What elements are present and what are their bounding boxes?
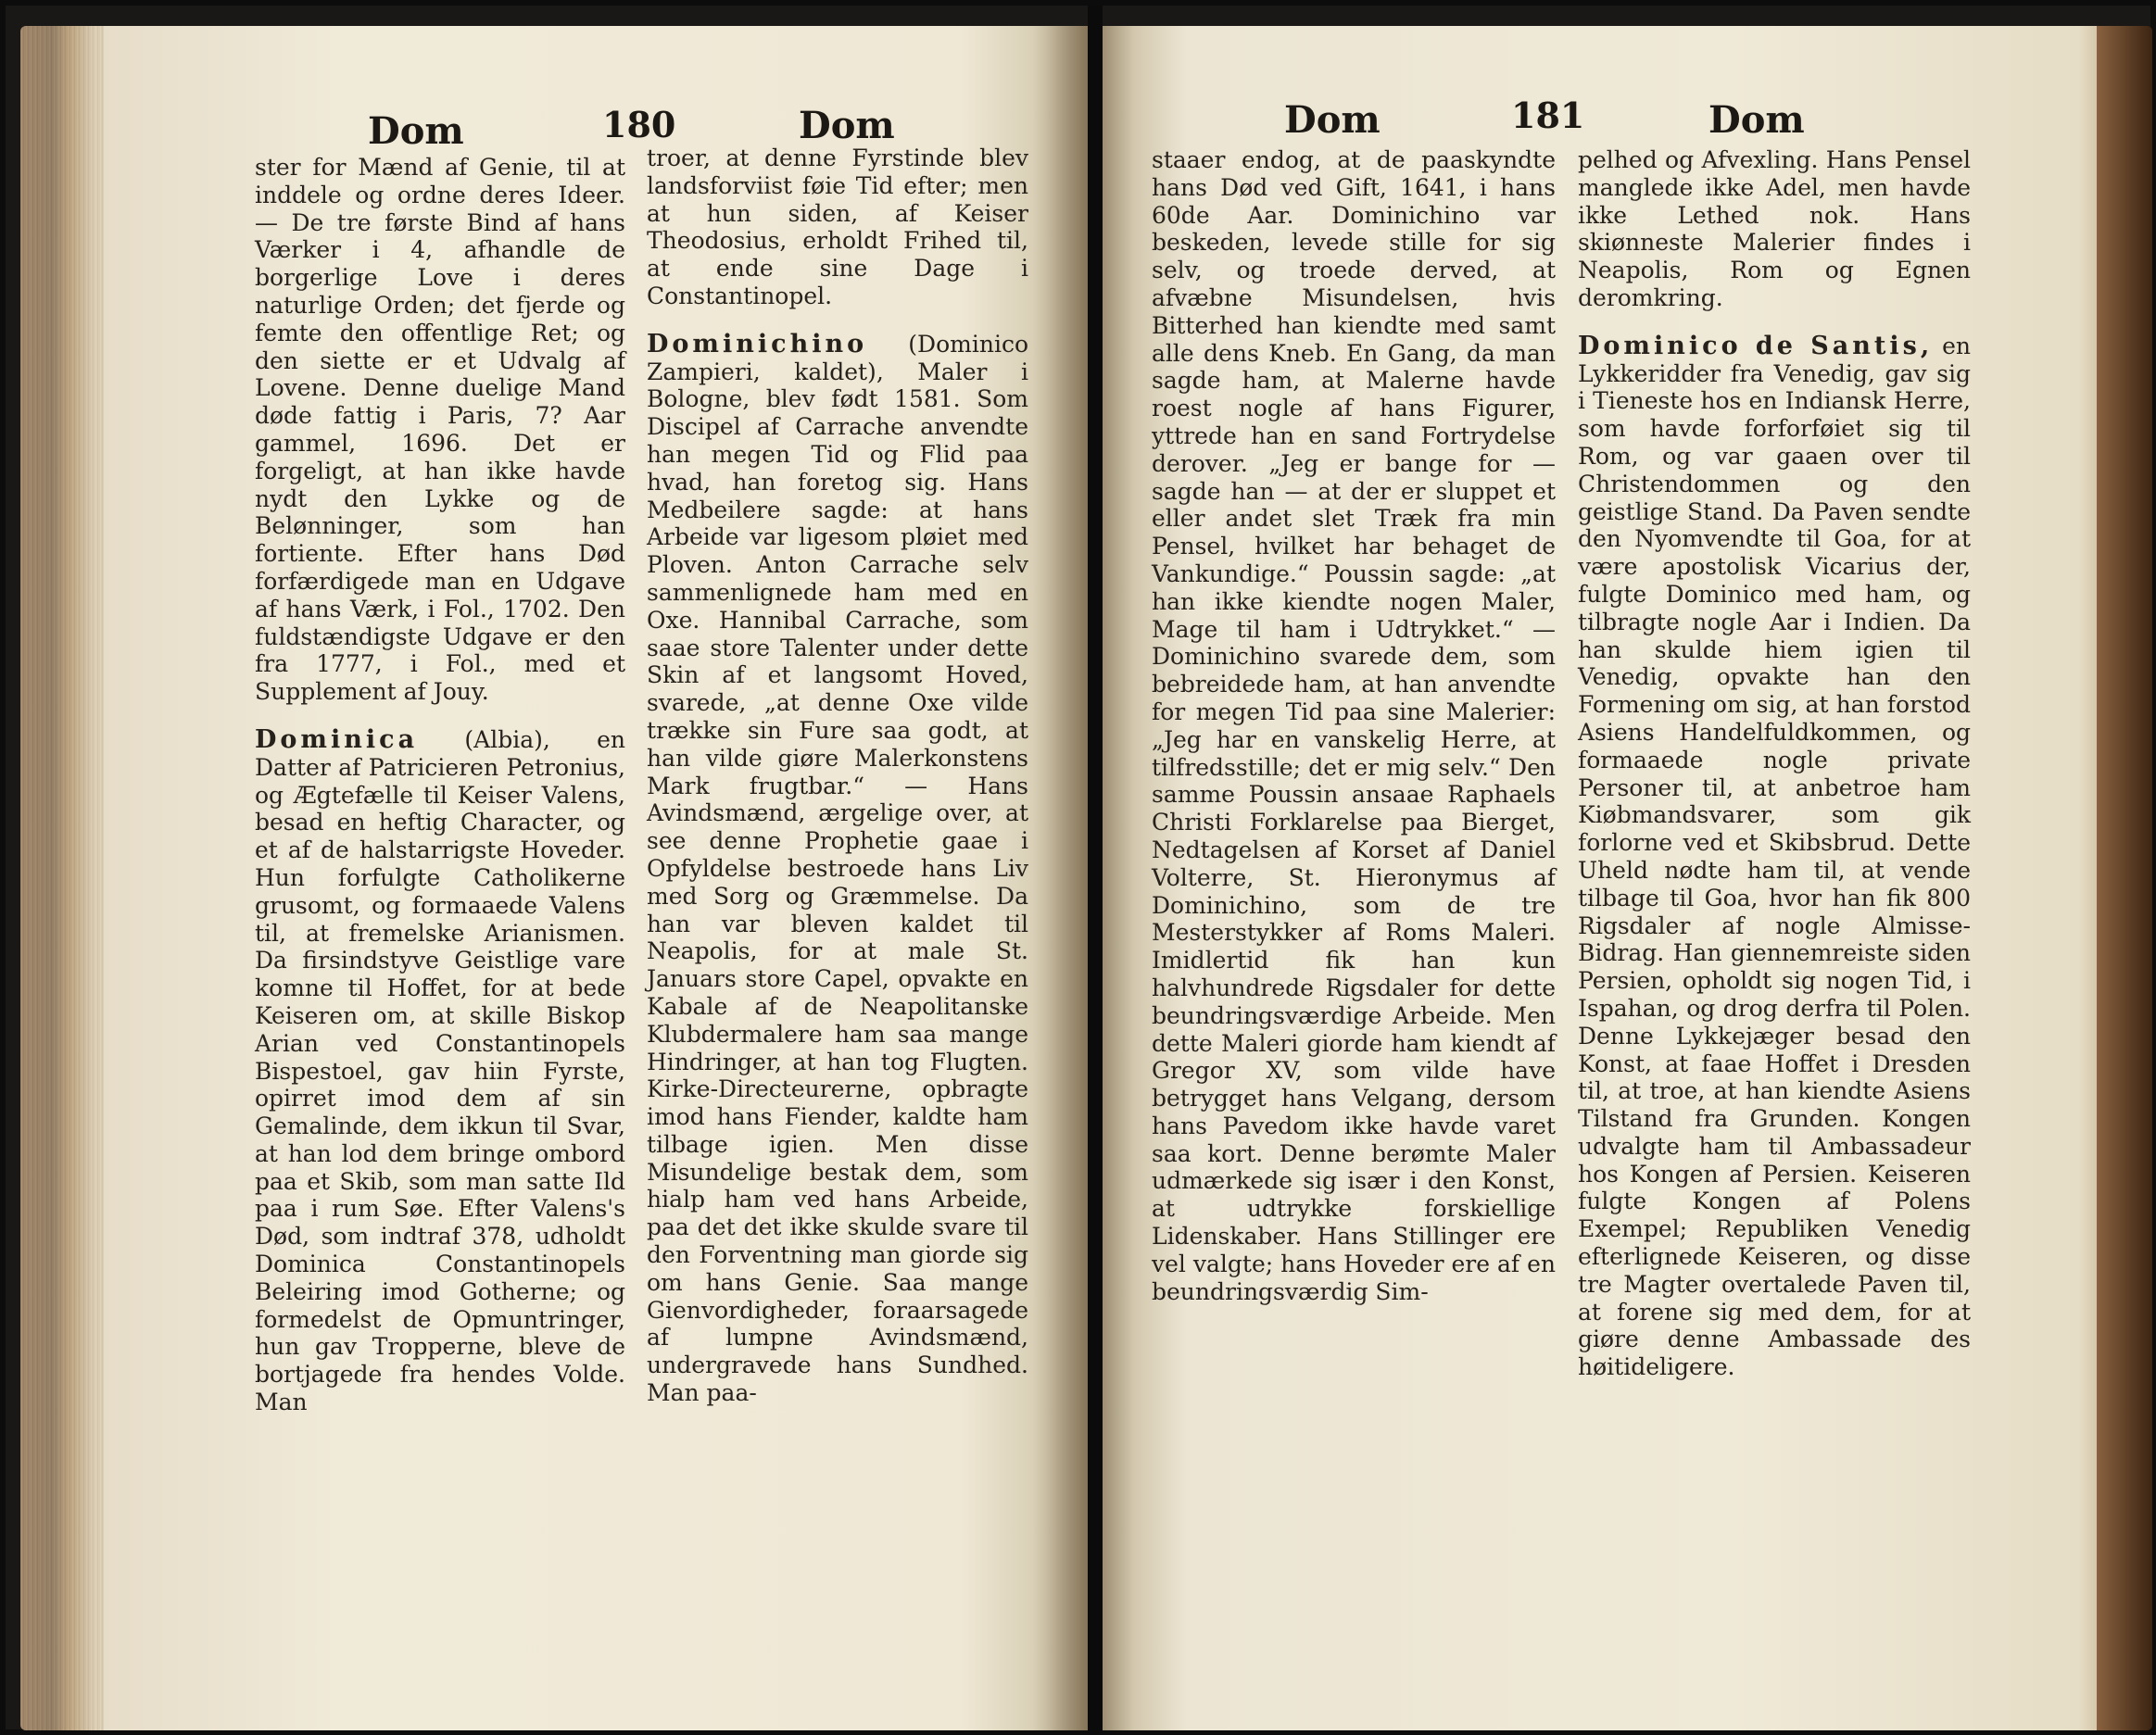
right-page (1103, 26, 2152, 1730)
continuation-text: pelhed og Afvexling. Hans Pensel manglede ikke Adel, men havde ikke Lethed nok. Hans skiønneste Malerier findes i Neapolis, Rom og Egnen deromkring. (1578, 146, 1971, 311)
entry-body: en Lykkeridder fra Venedig, gav sig i Tieneste hos en Indiansk Herre, som havde forforføiet sig til Rom, og var gaaen over til Christendommen og den geistlige Stand. Da Paven sendte den Nyomvendte til Goa, for at være apostolisk Vicarius der, fulgte Dominico med ham, og tilbragte nogle Aar i Indien. Da han skulde hiem igien til Venedig, opvakte han den Formening om sig, at han forstod Asiens Handelfuldkommen, og formaaede nogle private Personer til, at anbetroe ham Kiøbmandsvarer, som gik forlorne ved et Skibsbrud. Dette Uheld nødte ham til, at vende tilbage til Goa, hvor han fik 800 Rigsdaler af nogle Almisse-Bidrag. Han giennemreiste siden Persien, opholdt sig nogen Tid, i Ispahan, og drog derfra til Polen. Denne Lykkejæger besad den Konst, at faae Hoffet i Dresden til, at troe, at han kiendte Asiens Tilstand fra Grunden. Kongen udvalgte ham til Ambassadeur hos Kongen af Persien. Keiseren fulgte Kongen af Polens Exempel; Republiken Venedig efterlignede Keiseren, og disse tre Magter overtalede Paven til, at forene sig med dem, for at giøre denne Ambassade des høitideligere. (1578, 332, 1971, 1381)
continuation-text: staaer endog, at de paaskyndte hans Død ved Gift, 1641, i hans 60de Aar. Dominichino var beskeden, levede stille for sig selv, og troede derved, at afvæbne Misundelsen, hvis Bitterhed han kiendte med samt alle dens Kneb. En Gang, da man sagde ham, at Malerne havde roest nogle af hans Figurer, yttrede han en sand Fortrydelse derover. „Jeg er bange for — sagde han — at der er sluppet et eller andet slet Træk fra min Pensel, hvilket har behaget de Vankundige.“ Poussin sagde: „at han ikke kiendte nogen Maler, Mage til ham i Udtrykket.“ — Dominichino svarede dem, som bebreidede ham, at han anvendte for megen Tid paa sine Malerier: „Jeg har en vanskelig Herre, at tilfredsstille; det er mig selv.“ Den samme Poussin ansaae Raphaels Christi Forklarelse paa Bierget, Nedtagelsen af Korset af Daniel Volterre, St. Hieronymus af Dominichino, som de tre Mesterstykker af Roms Maleri. Imidlertid fik han kun halvhundrede Rigsdaler for dette beundringsværdige Arbeide. Men dette Maleri giorde ham kiendt af Gregor XV, som vilde have betrygget hans Velgang, dersom hans Pavedom ikke havde varet saa kort. Denne berømte Maler udmærkede sig især i den Konst, at udtrykke forskiellige Lidenskaber. Hans Stillinger ere vel valgte; hans Hoveder ere af en beundringsværdig Sim- (1152, 146, 1556, 1305)
scan-gutter (1088, 6, 1103, 1735)
running-head-right: Dom (799, 104, 895, 147)
text-column-2 (647, 145, 1028, 1407)
running-head-right: Dom (1708, 98, 1805, 142)
cover-edge (2097, 26, 2152, 1730)
entry-headword: Dominichino (647, 329, 868, 358)
left-page (20, 26, 1088, 1730)
entry-headword: Dominica (255, 724, 419, 754)
entry (647, 331, 1028, 1407)
continuation-text: ster for Mænd af Genie, til at inddele og ordne deres Ideer. — De tre første Bind af hans Værker i 4, afhandle de borgerlige Love i deres naturlige Orden; det fjerde og femte den offentlige Ret; og den siette er et Udvalg af Lovene. Denne duelige Mand døde fattig i Paris, 7? Aar gammel, 1696. Det er forgeligt, at han ikke havde nydt den Lykke og de Belønninger, som han fortiente. Efter hans Død forfærdigede man en Udgave af hans Værk, i Fol., 1702. Den fuldstændigste Udgave er den fra 1777, i Fol., med et Supplement af Jouy. (255, 154, 625, 706)
entry-headword: Dominico de Santis, (1578, 331, 1934, 360)
entry (255, 726, 625, 1416)
spine-shadow (1032, 26, 1088, 1730)
page-edge-stack (20, 26, 104, 1730)
text-column-1 (255, 154, 625, 1416)
page-number: 181 (1511, 94, 1585, 136)
entry-body: (Albia), en Datter af Patricieren Petronius, og Ægtefælle til Keiser Valens, besad en heftig Character, og et af de halstarrigste Hoveder. Hun forfulgte Catholikerne grusomt, og formaaede Valens til, at fremelske Arianismen. Da firsindstyve Geistlige vare komne til Hoffet, for at bede Keiseren om, at skille Biskop Arian ved Constantinopels Bispestoel, gav hiin Fyrste, opirret imod dem af sin Gemalinde, dem ikkun til Svar, at han lod dem bringe ombord paa et Skib, som man satte Ild paa i rum Søe. Efter Valens's Død, som indtraf 378, udholdt Dominica Constantinopels Beleiring imod Gotherne; og formedelst de Opmuntringer, hun gav Tropperne, bleve de bortjagede fra hendes Volde. Man (255, 725, 625, 1416)
running-head-left: Dom (1284, 98, 1381, 142)
page-number: 180 (602, 104, 676, 145)
text-column-2 (1578, 146, 1971, 1381)
entry-body: (Dominico Zampieri, kaldet), Maler i Bologne, blev født 1581. Som Discipel af Carrache anvendte han megen Tid og Flid paa hvad, han foretog sig. Hans Medbeilere sagde: at hans Arbeide var ligesom pløiet med Ploven. Anton Carrache selv sammenlignede ham med en Oxe. Hannibal Carrache, som saae store Talenter under dette Skin af et langsomt Hoved, svarede, „at denne Oxe vilde trække sin Fure saa godt, at han vilde giøre Malerkonstens Mark frugtbar.“ — Hans Avindsmænd, ærgelige over, at see denne Prophetie gaae i Opfyldelse bestroede hans Liv med Sorg og Græmmelse. Da han var bleven kaldet til Neapolis, for at male St. Januars store Capel, opvakte en Kabale af de Neapolitanske Klubdermalere ham saa mange Hindringer, at han tog Flugten. Kirke-Directeurerne, opbragte imod hans Fiender, kaldte ham tilbage igien. Men disse Misundelige bestak dem, som hialp ham ved hans Arbeide, paa det det ikke skulde svare til den Forventning man giorde sig om hans Genie. Saa mange Gienvordigheder, foraarsagede af lumpne Avindsmænd, undergravede hans Sundhed. Man paa- (647, 330, 1028, 1407)
entry (1578, 333, 1971, 1381)
text-column-1 (1152, 146, 1556, 1305)
continuation-text: troer, at denne Fyrstinde blev landsforviist føie Tid efter; men at hun siden, af Keiser Theodosius, erholdt Frihed til, at ende sine Dage i Constantinopel. (647, 145, 1028, 309)
running-head-left: Dom (368, 109, 464, 153)
